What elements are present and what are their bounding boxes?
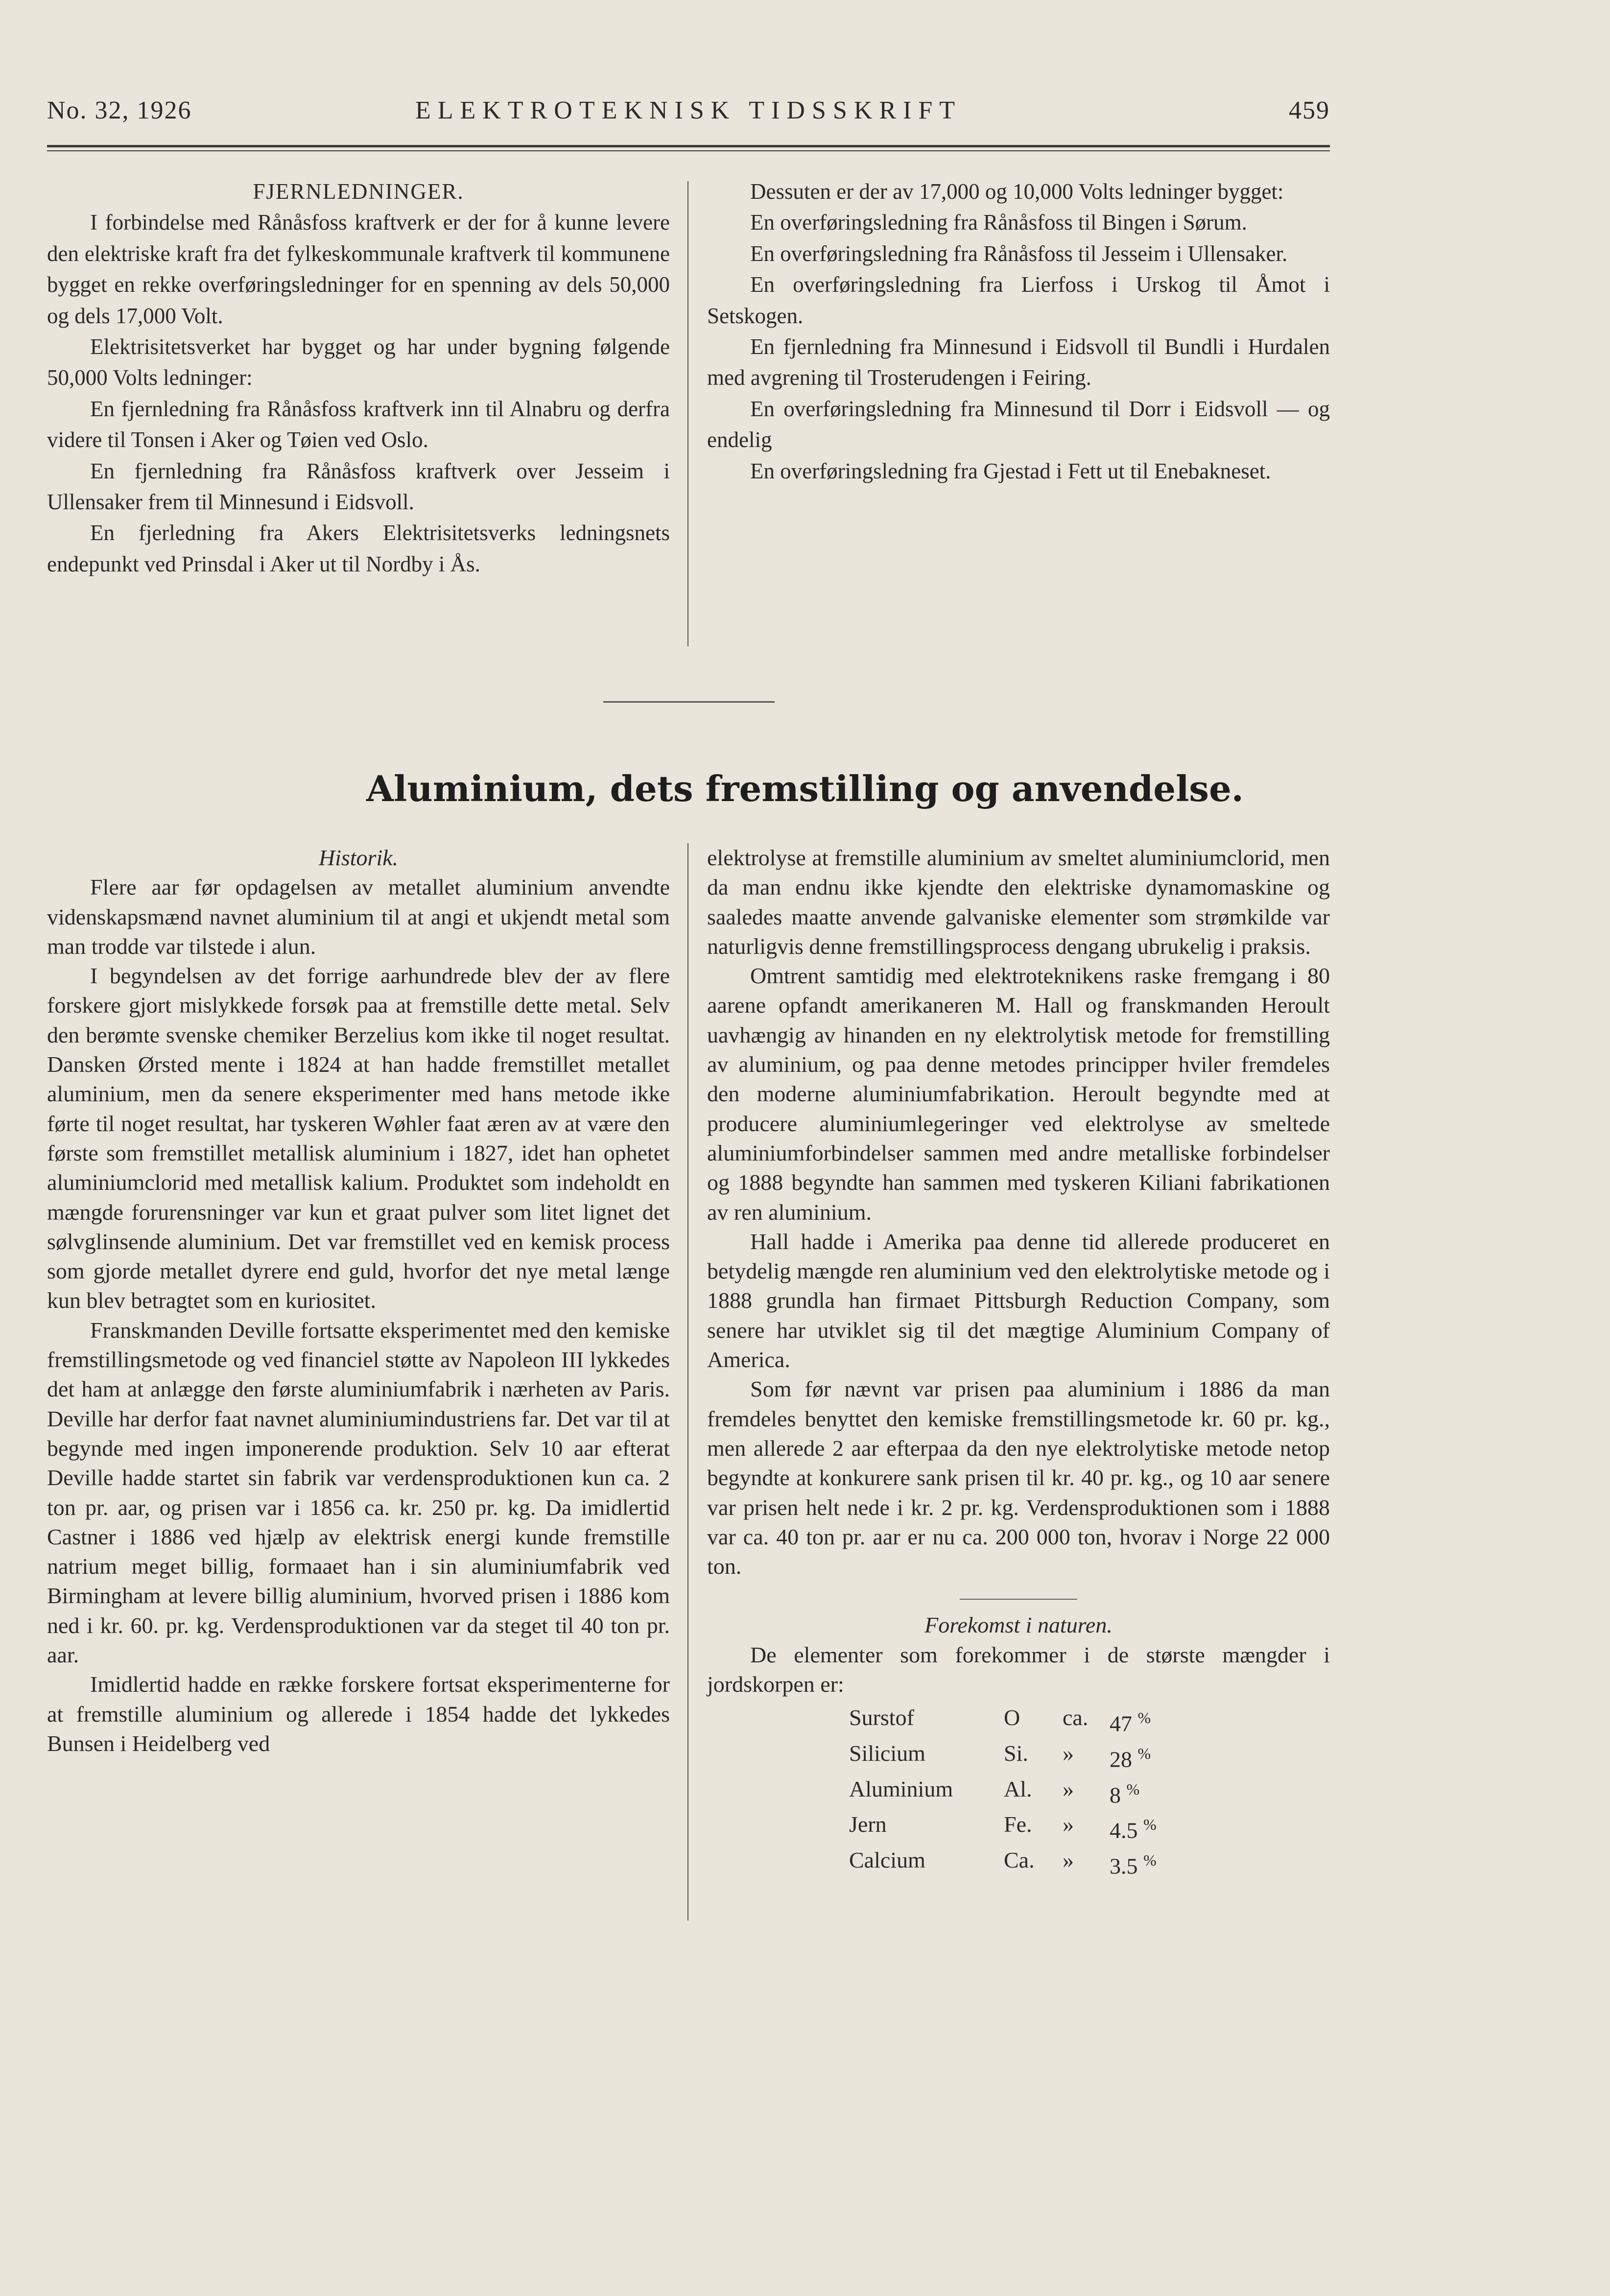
subheading-historik: Historik. [318, 845, 399, 870]
element-percent [1110, 1703, 1208, 1739]
subheading-forekomst: Forekomst i naturen. [924, 1612, 1113, 1638]
element-value: 3.5 [1110, 1853, 1138, 1879]
element-prefix: ca. [1063, 1705, 1089, 1730]
element-prefix: » [1063, 1812, 1074, 1837]
element-name: Calcium [849, 1847, 925, 1872]
percent-sign: % [1143, 1851, 1157, 1869]
element-prefix: » [1063, 1740, 1074, 1766]
paragraph-intro: De elementer som forekommer i de største mængder i jordskorpen er: [707, 1642, 1330, 1697]
percent-sign: % [1126, 1780, 1140, 1798]
element-percent [1110, 1775, 1208, 1810]
paragraph: En overføringsledning fra Rånåsfoss til Bingen i Sørum. [750, 210, 1247, 235]
element-value: 4.5 [1110, 1818, 1138, 1843]
paragraph: Hall hadde i Amerika paa denne tid allerede produceret en betydelig mængde ren aluminium ved den elektrolytiske metode og i 1888 grundla han firmaet Pittsburgh Reduction Company, som senere har utviklet sig til det mægtige Aluminium Company of America. [707, 1229, 1330, 1373]
article-title: Aluminium, dets fremstilling og anvendelse. [366, 768, 1244, 809]
element-percent [1110, 1810, 1208, 1846]
paragraph-continuation: elektrolyse at fremstille aluminium av smeltet aluminiumclorid, men da man endnu ikke kjendte den elektriske dynamomaskine og saaledes maatte anvende galvaniske elementer som strømkilde var naturligvis denne fremstillingsprocess dengang ubrukelig i praksis. [707, 845, 1330, 959]
element-row [849, 1739, 1330, 1775]
section-heading: FJERNLEDNINGER. [253, 179, 464, 204]
element-symbol: Si. [1004, 1740, 1028, 1766]
header-rule-thin [47, 150, 1330, 151]
element-name: Jern [849, 1812, 887, 1837]
element-value: 28 [1110, 1747, 1132, 1772]
element-percent [1110, 1846, 1208, 1881]
elements-table [849, 1703, 1330, 1881]
paragraph: En overføringsledning fra Lierfoss i Urskog til Åmot i Setskogen. [707, 272, 1330, 328]
running-header [47, 96, 1330, 135]
subsection-rule [960, 1599, 1077, 1600]
fjernledninger-right-column [707, 176, 1330, 487]
paragraph: En overføringsledning fra Rånåsfoss til Jesseim i Ullensaker. [750, 241, 1288, 266]
paragraph: Franskmanden Deville fortsatte eksperimentet med den kemiske fremstillingsmetode og ved financiel støtte av Napoleon III lykkedes det ham at anlægge den første aluminiumfabrik i nærheten av Paris. Deville har derfor faat navnet aluminiumindustriens far. Det var til at begynde med ingen imponerende produktion. Selv 10 aar efterat Deville hadde startet sin fabrik var verdensproduktionen kun ca. 2 ton pr. aar, og prisen var i 1856 ca. kr. 250 pr. kg. Da imidlertid Castner i 1886 ved hjælp av elektrisk energi kunde fremstille natrium meget billig, formaaet han i sin aluminiumfabrik ved Birmingham at levere billig aluminium, hvorved prisen i 1886 kom ned i kr. 60. pr. kg. Verdensproduktionen var da steget til 40 ton pr. aar. [47, 1317, 670, 1668]
paragraph: Omtrent samtidig med elektroteknikens raske fremgang i 80 aarene opfandt amerikaneren M. Hall og franskmanden Heroult uavhængig av hinanden en ny elektrolytisk metode for fremstilling av aluminium, og paa denne metodes principper hviler fremdeles den moderne aluminiumfabrikation. Heroult begyndte med at producere aluminiumlegeringer ved elektrolyse av smeltede aluminiumforbindelser sammen med andre metalliske forbindelser og 1888 begyndte han sammen med tyskeren Kiliani fabrikationen av ren aluminium. [707, 963, 1330, 1225]
element-row [849, 1703, 1330, 1739]
paragraph: Flere aar før opdagelsen av metallet aluminium anvendte videnskapsmænd navnet aluminium til at angi et ukjendt metal som man trodde var tilstede i alun. [47, 875, 670, 959]
paragraph: En overføringsledning fra Gjestad i Fett ut til Enebakneset. [750, 458, 1271, 483]
percent-sign: % [1137, 1744, 1151, 1762]
element-value: 47 [1110, 1711, 1132, 1736]
element-symbol: O [1004, 1705, 1020, 1730]
journal-title: ELEKTROTEKNISK TIDSSKRIFT [415, 96, 962, 124]
element-symbol: Al. [1004, 1776, 1032, 1801]
issue-number: No. 32, 1926 [47, 96, 192, 124]
paragraph: En fjernledning fra Minnesund i Eidsvoll til Bundli i Hurdalen med avgrening til Trosterudengen i Feiring. [707, 334, 1330, 390]
header-rule-thick [47, 145, 1330, 147]
element-row [849, 1810, 1330, 1846]
element-row [849, 1846, 1330, 1881]
element-name: Surstof [849, 1705, 914, 1730]
element-percent [1110, 1739, 1208, 1775]
paragraph: En fjernledning fra Rånåsfoss kraftverk over Jesseim i Ullensaker frem til Minnesund i Eidsvoll. [47, 458, 670, 515]
article-left-column [47, 843, 670, 1758]
paragraph: En fjerledning fra Akers Elektrisitetsverks ledningsnets endepunkt ved Prinsdal i Aker ut til Nordby i Ås. [47, 521, 670, 576]
column-divider [687, 843, 688, 1920]
paragraph: Som før nævnt var prisen paa aluminium i 1886 da man fremdeles benyttet den kemiske fremstillingsmetode kr. 60 pr. kg., men allerede 2 aar efterpaa da den nye elektrolytiske metode netop begyndte at konkurere sank prisen til kr. 40 pr. kg., og 10 aar senere var prisen helt nede i kr. 2 pr. kg. Verdensproduktionen som i 1888 var ca. 40 ton pr. aar er nu ca. 200 000 ton, hvorav i Norge 22 000 ton. [707, 1376, 1330, 1579]
paragraph: Imidlertid hadde en række forskere fortsat eksperimenterne for at fremstille aluminium og allerede i 1854 hadde det lykkedes Bunsen i Heidelberg ved [47, 1672, 670, 1756]
fjernledninger-left-column [47, 176, 670, 580]
element-name: Aluminium [849, 1776, 953, 1801]
paragraph: En overføringsledning fra Minnesund til Dorr i Eidsvoll — og endelig [707, 396, 1330, 452]
page-number: 459 [1289, 96, 1330, 124]
element-row [849, 1775, 1330, 1810]
element-symbol: Ca. [1004, 1847, 1035, 1872]
percent-sign: % [1137, 1709, 1151, 1727]
article-right-column [707, 843, 1330, 1881]
paragraph: En fjernledning fra Rånåsfoss kraftverk inn til Alnabru og derfra videre til Tonsen i Aker og Tøien ved Oslo. [47, 396, 670, 452]
element-name: Silicium [849, 1740, 925, 1766]
paragraph: I begyndelsen av det forrige aarhundrede blev der av flere forskere gjort mislykkede forsøk paa at fremstille dette metal. Selv den berømte svenske chemiker Berzelius kom ikke til noget resultat. Dansken Ørsted mente i 1824 at han hadde fremstillet metallet aluminium, men da senere eksperimenter med hans metode ikke førte til noget resultat, har tyskeren Wøhler faat æren av at være den første som fremstillet metallisk aluminium i 1827, idet han ophetet aluminiumclorid med metallisk kalium. Produktet som indeholdt en mængde forurensninger var kun et graat pulver som litet lignet det sølvglinsende aluminium. Det var fremstillet ved en kemisk process som gjorde metallet dyrere end guld, hvorfor det nye metal længe kun blev betragtet som en kuriositet. [47, 963, 670, 1313]
element-value: 8 [1110, 1782, 1121, 1807]
column-divider [687, 181, 688, 646]
element-symbol: Fe. [1004, 1812, 1032, 1837]
percent-sign: % [1143, 1816, 1157, 1834]
element-prefix: » [1063, 1776, 1074, 1801]
paragraph: I forbindelse med Rånåsfoss kraftverk er der for å kunne levere den elektriske kraft fra det fylkeskommunale kraftverk til kommunene bygget en rekke overføringsledninger for en spenning av dels 50,000 og dels 17,000 Volt. [47, 210, 670, 328]
element-prefix: » [1063, 1847, 1074, 1872]
section-separator [603, 701, 775, 703]
paragraph: Dessuten er der av 17,000 og 10,000 Volts ledninger bygget: [750, 179, 1284, 204]
paragraph: Elektrisitetsverket har bygget og har under bygning følgende 50,000 Volts ledninger: [47, 334, 670, 390]
